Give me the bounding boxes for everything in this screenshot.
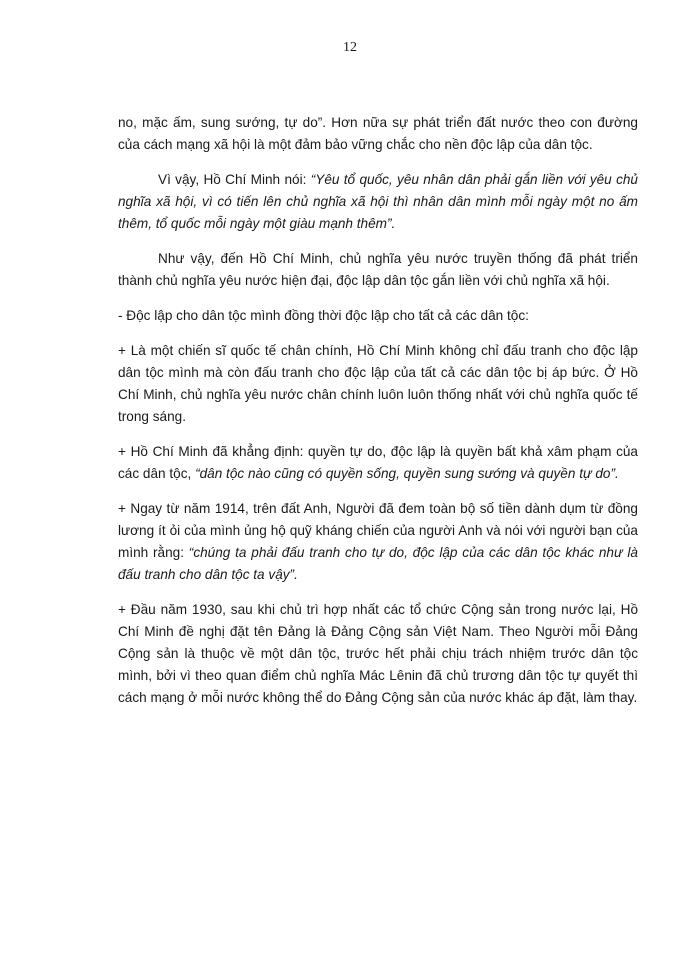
body-text bbox=[118, 112, 638, 709]
paragraph-text: + Hồ Chí Minh đã khẳng định: quyền tự do, độc lập là quyền bất khả xâm phạm của các dân tộc, bbox=[118, 444, 638, 481]
paragraph-text: Vì vậy, Hồ Chí Minh nói: bbox=[158, 172, 311, 187]
paragraph-2 bbox=[118, 169, 638, 235]
paragraph-4 bbox=[118, 305, 638, 327]
paragraph-text: no, mặc ấm, sung sướng, tự do”. Hơn nữa sự phát triển đất nước theo con đường của cách mạng xã hội là một đảm bảo vững chắc cho nền độc lập của dân tộc. bbox=[118, 115, 638, 152]
paragraph-6 bbox=[118, 441, 638, 485]
page-number: 12 bbox=[343, 40, 357, 55]
paragraph-text: - Độc lập cho dân tộc mình đồng thời độc lập cho tất cả các dân tộc: bbox=[118, 308, 529, 323]
quote-text: “chúng ta phải đấu tranh cho tự do, độc lập của các dân tộc khác như là đấu tranh cho dân tộc ta vậy”. bbox=[118, 545, 638, 582]
paragraph-text: + Là một chiến sĩ quốc tế chân chính, Hồ Chí Minh không chỉ đấu tranh cho độc lập dân tộc mình mà còn đấu tranh cho độc lập của tất cả các dân tộc bị áp bức. Ở Hồ Chí Minh, chủ nghĩa yêu nước chân chính luôn luôn thống nhất với chủ nghĩa quốc tế trong sáng. bbox=[118, 343, 638, 424]
paragraph-8 bbox=[118, 599, 638, 709]
paragraph-3 bbox=[118, 248, 638, 292]
paragraph-text: Như vậy, đến Hồ Chí Minh, chủ nghĩa yêu nước truyền thống đã phát triển thành chủ nghĩa yêu nước hiện đại, độc lập dân tộc gắn liền với chủ nghĩa xã hội. bbox=[118, 251, 638, 288]
paragraph-5 bbox=[118, 340, 638, 428]
paragraph-7 bbox=[118, 498, 638, 586]
paragraph-text: + Ngay từ năm 1914, trên đất Anh, Người đã đem toàn bộ số tiền dành dụm từ đồng lương ít ỏi của mình ủng hộ quỹ kháng chiến của người Anh và nói với người bạn của mình rằng: bbox=[118, 501, 638, 560]
paragraph-text: + Đầu năm 1930, sau khi chủ trì hợp nhất các tổ chức Cộng sản trong nước lại, Hồ Chí Minh đề nghị đặt tên Đảng là Đảng Cộng sản Việt Nam. Theo Người mỗi Đảng Cộng sản là thuộc về một dân tộc, trước hết phải chịu trách nhiệm trước dân tộc mình, bởi vì theo quan điểm chủ nghĩa Mác Lênin đã chủ trương dân tộc tự quyết thì cách mạng ở mỗi nước không thể do Đảng Cộng sản của nước khác áp đặt, làm thay. bbox=[118, 602, 638, 705]
paragraph-1 bbox=[118, 112, 638, 156]
quote-text: “Yêu tổ quốc, yêu nhân dân phải gắn liền với yêu chủ nghĩa xã hội, vì có tiến lên chủ nghĩa xã hội thì nhân dân mình mỗi ngày một no ấm thêm, tổ quốc mỗi ngày một giàu mạnh thêm”. bbox=[118, 172, 638, 231]
quote-text: “dân tộc nào cũng có quyền sống, quyền sung sướng và quyền tự do”. bbox=[195, 466, 619, 481]
